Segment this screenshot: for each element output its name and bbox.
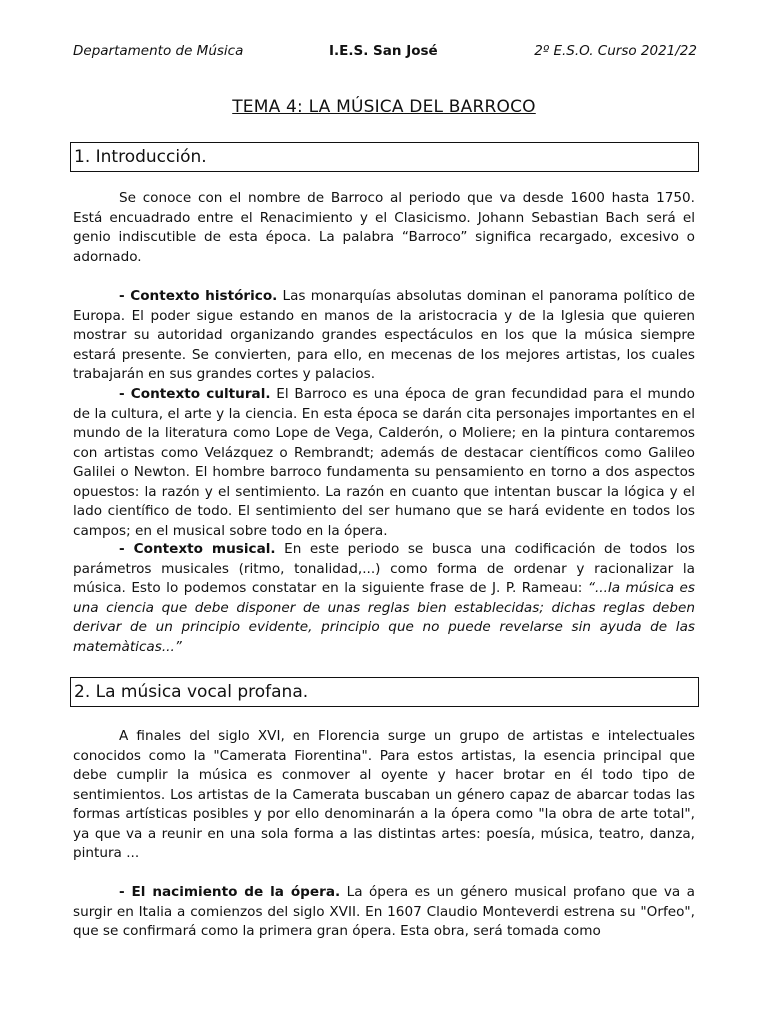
lead-nacimiento-opera: - El nacimiento de la ópera. xyxy=(119,884,341,900)
text-contexto-historico: Las monarquías absolutas dominan el panorama político de Europa. El poder sigue estando en manos de la aristocracia y de la Iglesia que quieren mostrar su autoridad organizando grandes espectáculos en los que la música siempre estará presente. Se convierten, para ello, en mecenas de los mejores artistas, los cuales trabajarán en sus grandes cortes y palacios. xyxy=(73,288,695,382)
text-contexto-musical: En este periodo se busca una codificación de todos los parámetros musicales (ritmo, tonalidad,...) como forma de ordenar y racionalizar la música. Esto lo podemos constatar en la siguiente frase de J. P. Rameau: xyxy=(73,541,695,596)
text-nacimiento-opera: La ópera es un género musical profano que va a surgir en Italia a comienzos del siglo XVII. En 1607 Claudio Monteverdi estrena su "Orfeo", que se confirmará como la primera gran ópera. Esta obra, será tomada como xyxy=(73,884,695,939)
section-heading-introduccion: 1. Introducción. xyxy=(70,142,699,172)
paragraph-introduccion: Se conoce con el nombre de Barroco al periodo que va desde 1600 hasta 1750. Está encuadrado entre el Renacimiento y el Clasicismo. Johann Sebastian Bach será el genio indiscutible de esta época. La palabra “Barroco” significa recargado, excesivo o adornado. xyxy=(73,190,695,265)
document-title: TEMA 4: LA MÚSICA DEL BARROCO xyxy=(232,97,536,117)
lead-contexto-cultural: - Contexto cultural. xyxy=(119,386,271,402)
paragraph-contexto-musical xyxy=(73,540,695,657)
paragraph-contexto-historico xyxy=(73,287,695,385)
header-department: Departamento de Música xyxy=(73,43,244,59)
quote-rameau: “...la música es una ciencia que debe disponer de unas reglas bien establecidas; dichas reglas deben derivar de un principio evidente, principio que no puede revelarse sin ayuda de las matemàticas...” xyxy=(73,580,695,655)
header-course: 2º E.S.O. Curso 2021/22 xyxy=(534,43,697,59)
text-contexto-cultural: El Barroco es una época de gran fecundidad para el mundo de la cultura, el arte y la ciencia. En esta época se darán cita personajes importantes en el mundo de la literatura como Lope de Vega, Calderón, o Moliere; en la pintura contaremos con artistas como Velázquez o Rembrandt; además de destacar científicos como Galileo Galilei o Newton. El hombre barroco fundamenta su pensamiento en torno a dos aspectos opuestos: la razón y el sentimiento. La razón en cuanto que intentan buscar la lógica y el lado científico de todo. El sentimiento del ser humano que se hará evidente en todos los campos; en el musical sobre todo en la ópera. xyxy=(73,386,695,539)
page-header xyxy=(73,43,697,63)
paragraph-camerata-fiorentina: A finales del siglo XVI, en Florencia surge un grupo de artistas e intelectuales conocidos como la "Camerata Fiorentina". Para estos artistas, la esencia principal que debe cumplir la música es conmover al oyente y hacer brotar en él todo tipo de sentimientos. Los artistas de la Camerata buscaban un género capaz de abarcar todas las formas artísticas posibles y por ello denominarán a la ópera como "la obra de arte total", ya que va a reunir en una sola forma a las distintas artes: poesía, música, teatro, danza, pintura ... xyxy=(73,728,695,861)
lead-contexto-historico: - Contexto histórico. xyxy=(119,288,278,304)
section-heading-musica-vocal-profana: 2. La música vocal profana. xyxy=(70,677,699,707)
paragraph-contexto-cultural xyxy=(73,385,695,541)
header-school: I.E.S. San José xyxy=(329,43,438,59)
paragraph-nacimiento-opera xyxy=(73,883,695,942)
lead-contexto-musical: - Contexto musical. xyxy=(119,541,276,557)
